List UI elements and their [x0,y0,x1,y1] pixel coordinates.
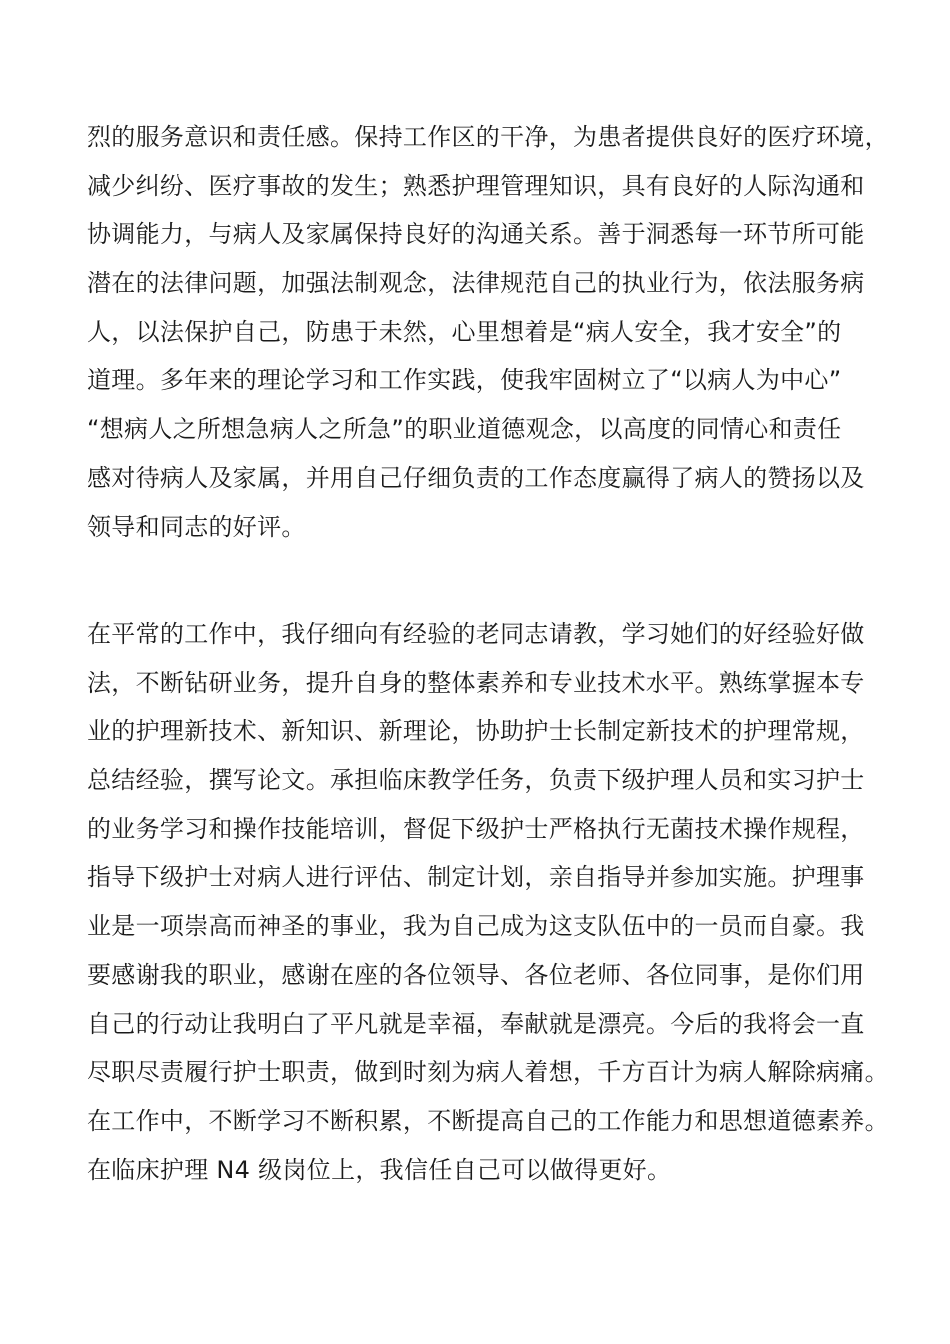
paragraph-1 [87,113,887,551]
text-line: 在平常的工作中，我仔细向有经验的老同志请教，学习她们的好经验好做 [87,620,865,648]
text-line: 在临床护理 N4 级岗位上，我信任自己可以做得更好。 [87,1155,672,1184]
text-line: 道理。多年来的理论学习和工作实践，使我牢固树立了“以病人为中心” [87,366,842,395]
paragraph-2 [87,610,887,1194]
text-line: 总结经验，撰写论文。承担临床教学任务，负责下级护理人员和实习护士 [87,766,865,795]
text-line: 潜在的法律问题，加强法制观念，法律规范自己的执业行为，依法服务病 [87,269,865,298]
text-line: 减少纠纷、医疗事故的发生；熟悉护理管理知识，具有良好的人际沟通和 [87,171,865,200]
text-line: 尽职尽责履行护士职责，做到时刻为病人着想，千方百计为病人解除病痛。 [87,1058,889,1087]
text-line: 领导和同志的好评。 [87,512,306,541]
text-line: 烈的服务意识和责任感。保持工作区的干净，为患者提供良好的医疗环境， [87,123,889,151]
text-line: 业的护理新技术、新知识、新理论，协助护士长制定新技术的护理常规， [87,717,865,746]
text-line: 的业务学习和操作技能培训，督促下级护士严格执行无菌技术操作规程， [87,814,865,843]
text-line: 要感谢我的职业，感谢在座的各位领导、各位老师、各位同事，是你们用 [87,960,865,989]
text-line: 感对待病人及家属，并用自己仔细负责的工作态度赢得了病人的赞扬以及 [87,463,865,492]
text-line: 业是一项崇高而神圣的事业，我为自己成为这支队伍中的一员而自豪。我 [87,912,865,941]
text-line: 人，以法保护自己，防患于未然，心里想着是“病人安全，我才安全”的 [87,317,842,346]
text-line: 法，不断钻研业务，提升自身的整体素养和专业技术水平。熟练掌握本专 [87,668,865,697]
text-line: 在工作中，不断学习不断积累，不断提高自己的工作能力和思想道德素养。 [87,1106,889,1135]
text-line: 协调能力，与病人及家属保持良好的沟通关系。善于洞悉每一环节所可能 [87,220,865,249]
text-line: 指导下级护士对病人进行评估、制定计划，亲自指导并参加实施。护理事 [87,863,865,892]
text-line: 自己的行动让我明白了平凡就是幸福，奉献就是漂亮。今后的我将会一直 [87,1009,865,1038]
text-line: “想病人之所想急病人之所急”的职业道德观念，以高度的同情心和责任 [87,415,842,444]
